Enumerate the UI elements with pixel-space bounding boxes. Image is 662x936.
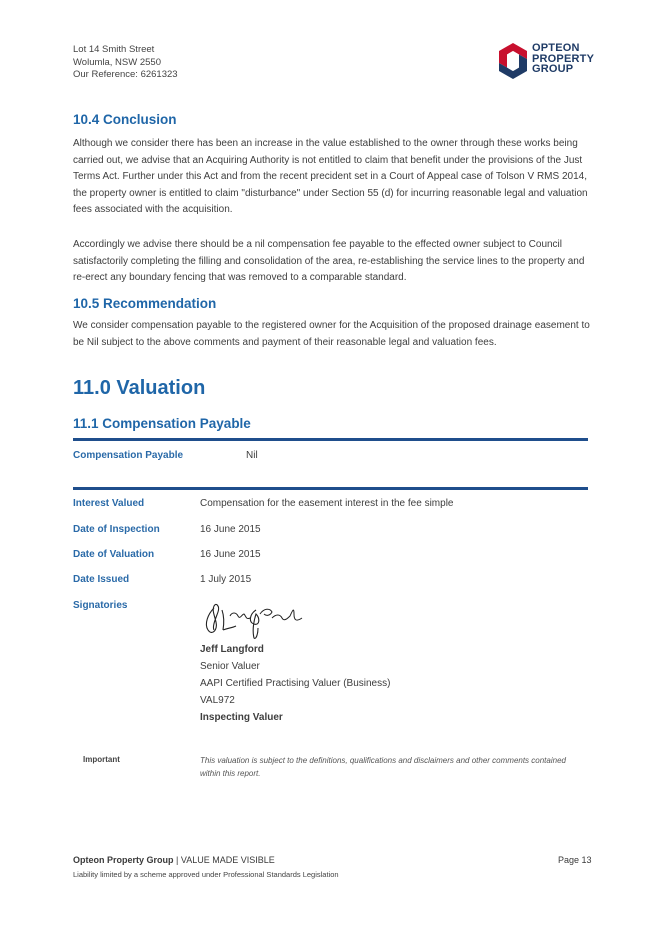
footer-separator: | <box>173 855 181 865</box>
opteon-logo-icon <box>496 41 530 81</box>
important-note: This valuation is subject to the definitions, qualifications and disclaimers and other comments contained within this report. <box>200 756 566 778</box>
footer-liability: Liability limited by a scheme approved under Professional Standards Legislation <box>73 870 339 879</box>
date-of-inspection-label: Date of Inspection <box>73 524 160 535</box>
compensation-payable-label: Compensation Payable <box>73 450 184 461</box>
interest-valued-label: Interest Valued <box>73 498 145 509</box>
opteon-logo <box>496 41 596 81</box>
table-top-rule <box>73 438 588 441</box>
date-issued-label: Date Issued <box>73 574 130 585</box>
footer-tagline: VALUE MADE VISIBLE <box>180 855 275 865</box>
date-of-inspection-value: 16 June 2015 <box>200 524 261 535</box>
heading-11-0: 11.0 Valuation <box>73 377 206 399</box>
table-middle-rule <box>73 487 588 490</box>
sender-address <box>73 44 178 82</box>
signatories-label: Signatories <box>73 600 128 611</box>
signatory-qualification: AAPI Certified Practising Valuer (Business) <box>200 678 391 689</box>
signatory-name: Jeff Langford <box>200 644 264 655</box>
date-of-valuation-value: 16 June 2015 <box>200 549 261 560</box>
footer-company-line <box>73 855 275 865</box>
reference-line: Our Reference: 6261323 <box>73 69 178 80</box>
handwritten-signature <box>198 600 308 642</box>
logo-wordmark: OPTEON PROPERTY GROUP <box>532 42 595 75</box>
recommendation-paragraph: We consider compensation payable to the registered owner for the Acquisition of the proposed drainage easement to be Nil subject to the above comments and payment of their reasonable legal and valuation fees. <box>73 320 590 348</box>
heading-10-5: 10.5 Recommendation <box>73 296 217 311</box>
date-issued-value: 1 July 2015 <box>200 574 252 585</box>
compensation-payable-value: Nil <box>246 450 258 461</box>
important-label: Important <box>83 755 120 764</box>
conclusion-paragraph-2: Accordingly we advise there should be a nil compensation fee payable to the effected owner subject to Council satisfactorily completing the filling and consolidation of the area, re-establishing the service lines to the property and re-erect any boundary fencing that was removed to a comparable standard. <box>73 239 585 283</box>
signatory-id: VAL972 <box>200 695 235 706</box>
page-number: Page 13 <box>558 855 592 865</box>
interest-valued-value: Compensation for the easement interest in the fee simple <box>200 498 454 509</box>
address-line-2: Wolumla, NSW 2550 <box>73 56 161 68</box>
signatory-role: Inspecting Valuer <box>200 712 283 723</box>
signatory-title: Senior Valuer <box>200 661 260 672</box>
signatory-block <box>200 641 390 726</box>
date-of-valuation-label: Date of Valuation <box>73 549 155 560</box>
heading-11-1: 11.1 Compensation Payable <box>73 416 251 431</box>
heading-10-4: 10.4 Conclusion <box>73 112 177 127</box>
address-line-1: Lot 14 Smith Street <box>73 44 155 55</box>
conclusion-paragraph-1: Although we consider there has been an increase in the value established to the owner through these works being carried out, we advise that an Acquiring Authority is not entitled to claim that benefit under the provisions of the Just Terms Act. Further under this Act and from the recent precident set in a Court of Appeal case of Tolson V RMS 2014, the property owner is entitled to claim "disturbance" under Section 55 (d) for incurring reasonable legal and valuation fees associated with the acquisition. <box>73 138 588 215</box>
footer-company: Opteon Property Group <box>73 855 174 865</box>
